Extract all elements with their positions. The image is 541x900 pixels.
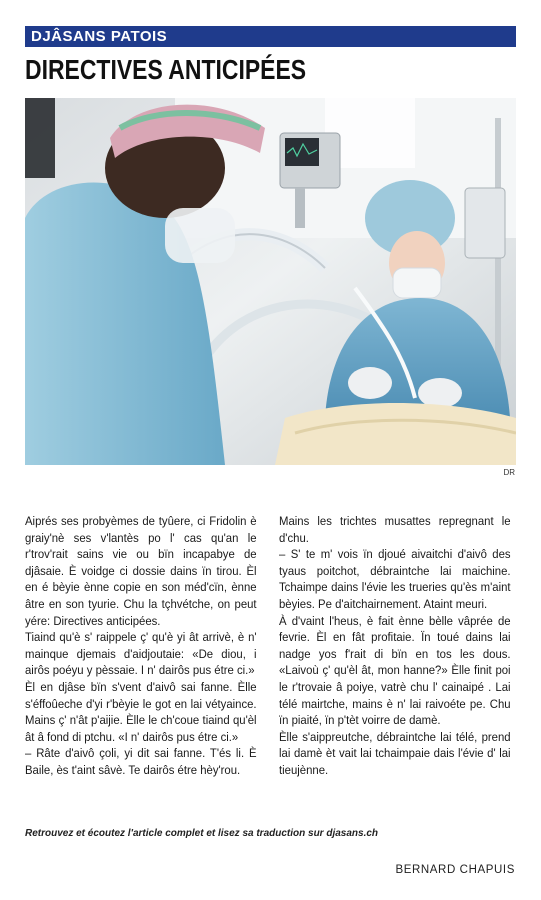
paragraph: Tiaind qu'è s' raippele ç' qu'è yi ât arrivè, è n' mainque djemais d'aidjoutaie: «De diou, i airôs poéyu y pèssaie. I n' dairôs pus étre ci.» [25,630,257,678]
paragraph: Èl en djâse bïn s'vent d'aivô sai fanne. Èlle s'éffoûeche d'yi r'bèyie le got en lai vétyaince. Mains ç' n'ât p'aijie. Èlle le ch'coue tiaind qu'èl ât â fond di ptchu. «I n' dairôs pus étre ci.» [25,679,257,744]
section-label: DJÂSANS PATOIS [31,28,168,45]
article-title: DIRECTIVES ANTICIPÉES [25,54,307,85]
paragraph: Mains les trichtes musattes repregnant le d'chu. [279,514,511,545]
author-byline: BERNARD CHAPUIS [395,864,515,876]
paragraph: Èlle s'aippreutche, débraintche lai télé, prend lai damè èt vait lai tchaimpaie dais l'évie d' lai tieujènne. [279,729,511,777]
article-column-1 [25,513,257,779]
photo-credit: DR [503,468,515,477]
article-column-2 [279,513,511,779]
article-photo [25,98,516,465]
footer-note: Retrouvez et écoutez l'article complet et lisez sa traduction sur djasans.ch [25,828,379,839]
paragraph: – Râte d'aivô çoli, yi dit sai fanne. T'és li. È Baile, ès t'aint sâvè. Te dairôs étre hèy'rou. [25,746,257,777]
section-header-bar [25,26,516,47]
paragraph: Aiprés ses probyèmes de tyûere, ci Fridolin è graiy'nè ses v'lantès po l' cas qu'an le r'trov'rait sains vie ou bïn incapabye de djâsaie. È voidge ci dossie dains ïn tirou. Èl en é bèyie ènne copie en son méd'cïn, ènne âtre en son tyurie. Chu la tçhvétche, on peut yére: Directives anticipées. [25,514,257,628]
paragraph: À d'vaint l'heus, è fait ènne bèlle vâprée de fevrie. Èl en fât profitaie. Ïn toué dains lai nadge yos f'rait di bïn en tos les dous. «Laivoù ç' qu'èl ât, mon hanne?» Èlle finit poi le r'trovaie â poiye, vatrè chu l' cainaipé . Lai télé mairtche, mains è n' lai raivoéte pe. Chu ïn piaité, ïn p'tèt voirre de damè. [279,613,511,728]
paragraph: – S' te m' vois ïn djoué aivaitchi d'aivô des tyaus poitchot, débraintche lai maichine. Tchaimpe dains l'évie les trueries qu'ès m'aint bèyies. Pe d'aitchairnement. Ataint meuri. [279,547,511,611]
